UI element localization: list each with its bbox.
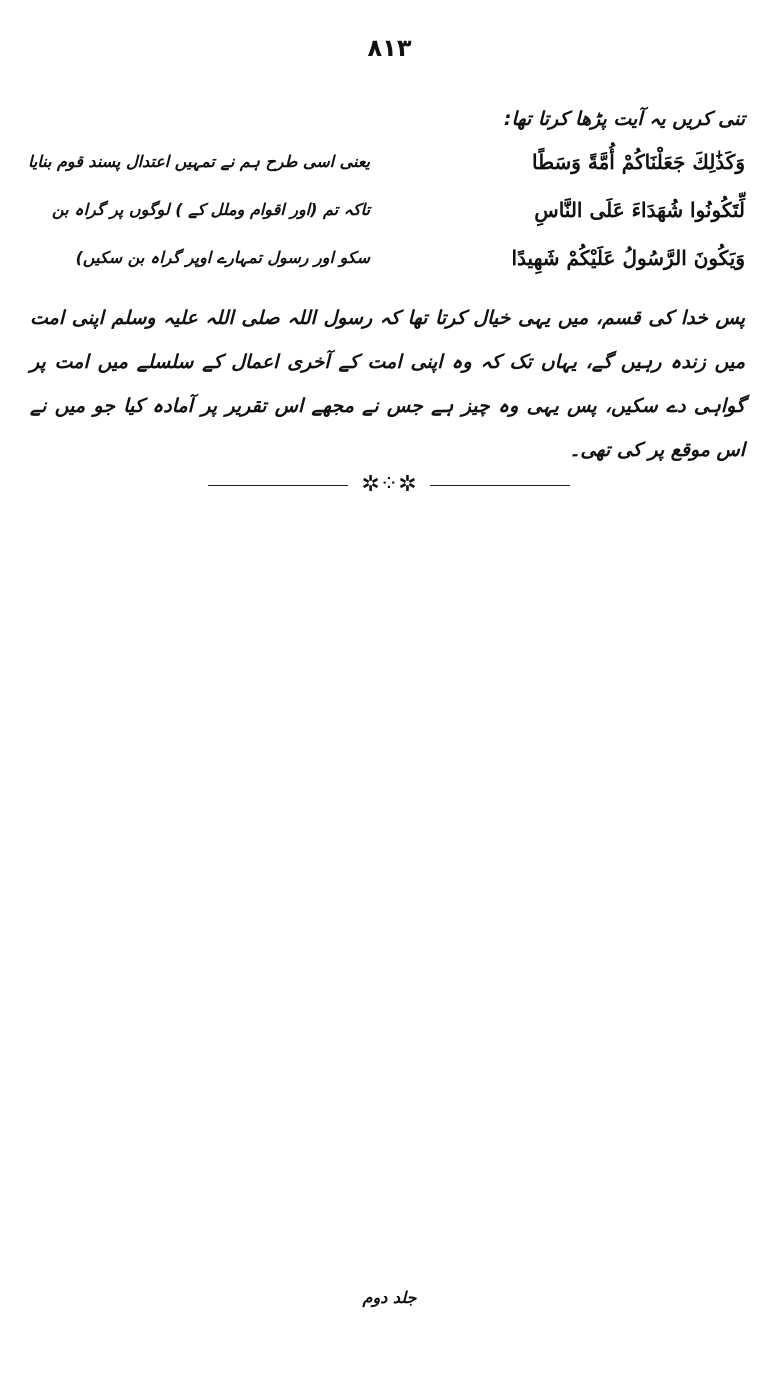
verse-translation: تاکہ تم (اور اقوام وملل کے ) لوگوں پر گراہ بن bbox=[51, 200, 370, 219]
divider-ornament-icon: ✲⁘✲ bbox=[361, 472, 417, 497]
verse-row bbox=[30, 198, 745, 238]
verse-row bbox=[30, 246, 745, 286]
page-footer: جلد دوم bbox=[362, 1288, 417, 1307]
divider-rule-right bbox=[430, 485, 570, 486]
intro-line: تنی کریں یہ آیت پڑھا کرتا تھا: bbox=[503, 108, 745, 130]
divider-rule-left bbox=[208, 485, 348, 486]
verse-arabic: لِّتَكُونُوا شُهَدَاءَ عَلَى النَّاسِ bbox=[534, 198, 745, 222]
page-number: ۸۱۳ bbox=[367, 34, 412, 62]
verse-arabic: وَيَكُونَ الرَّسُولُ عَلَيْكُمْ شَهِيدًا bbox=[511, 246, 745, 270]
verse-translation: سکو اور رسول تمہارے اوپر گراہ بن سکیں) bbox=[75, 248, 370, 267]
verse-arabic: وَكَذَٰلِكَ جَعَلْنَاكُمْ أُمَّةً وَسَطًا bbox=[531, 150, 745, 174]
verse-row bbox=[27, 150, 745, 190]
verse-translation: یعنی اسی طرح ہم نے تمہیں اعتدال پسند قوم بنایا bbox=[27, 152, 370, 171]
body-paragraph: پس خدا کی قسم، میں یہی خیال کرتا تھا کہ رسول اللہ صلی اللہ علیہ وسلم اپنی امت میں زندہ رہیں گے، یہاں تک کہ وہ اپنی امت کے آخری اعمال کے سلسلے میں امت پر گواہی دے سکیں، پس یہی وہ چیز ہے جس نے مجھے اس تقریر پر آمادہ کیا جو میں نے اس موقع پر کی تھی۔ bbox=[30, 307, 745, 461]
section-divider bbox=[208, 470, 570, 500]
